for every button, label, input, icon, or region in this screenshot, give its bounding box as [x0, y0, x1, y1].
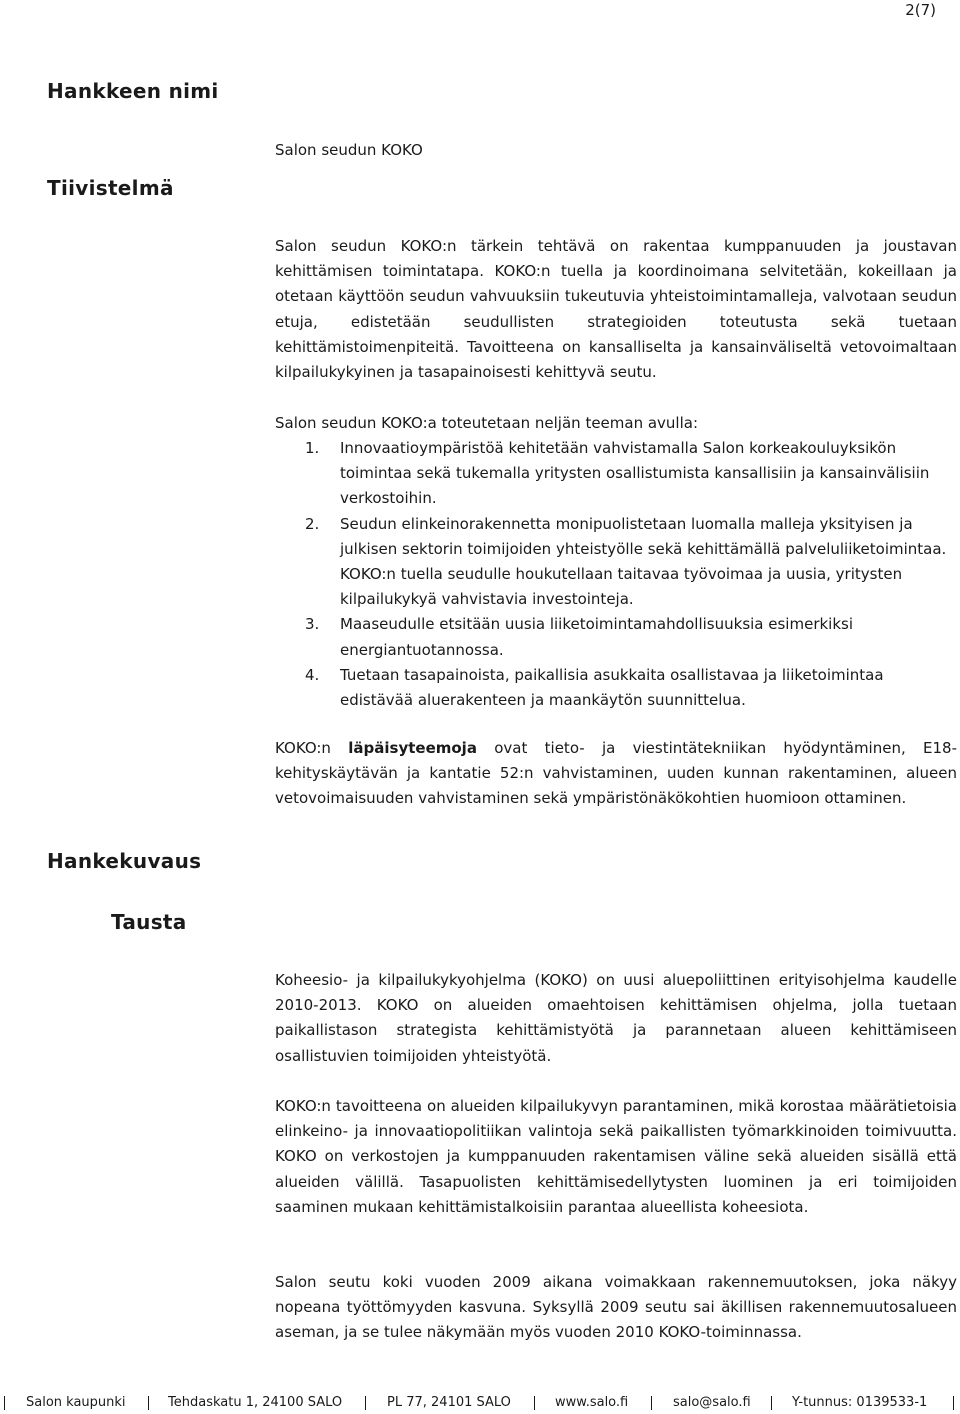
page-number: 2(7): [905, 1, 936, 19]
heading-hankekuvaus: Hankekuvaus: [47, 849, 202, 873]
cross-themes-post: ovat tieto- ja viestintätekniikan hyödyntäminen, E18-kehityskäytävän ja kantatie 52:n vahvistaminen, uuden kunnan rakentaminen, alueen vetovoimaisuuden vahvistaminen sekä ympäristönäkökohtien huomioon ottaminen.: [275, 739, 958, 808]
list-text: Maaseudulle etsitään uusia liiketoimintamahdollisuuksia esimerkiksi energiantuotannossa.: [340, 615, 854, 659]
list-number: 1.: [305, 439, 320, 457]
footer-separator: [771, 1396, 772, 1410]
background-paragraph-3: Salon seutu koki vuoden 2009 aikana voimakkaan rakennemuutoksen, joka näkyy nopeana työttömyyden kasvuna. Syksyllä 2009 seutu sai äkillisen rakennemuutosalueen aseman, ja se tulee näkymään myös vuoden 2010 KOKO-toiminnassa.: [275, 1273, 957, 1342]
footer-separator: [651, 1396, 652, 1410]
themes-list: [275, 436, 957, 713]
list-number: 3.: [305, 615, 320, 634]
cross-themes-paragraph: [275, 736, 957, 812]
footer-separator: [365, 1396, 366, 1410]
footer-separator: [534, 1396, 535, 1410]
heading-hankkeen-nimi: Hankkeen nimi: [47, 79, 219, 103]
footer-street-address: Tehdaskatu 1, 24100 SALO: [168, 1395, 343, 1410]
footer-business-id: Y-tunnus: 0139533-1: [792, 1395, 928, 1410]
background-paragraph-1: Koheesio- ja kilpailukykyohjelma (KOKO) on uusi aluepoliittinen erityisohjelma kaudelle 2010-2013. KOKO on alueiden omaehtoisen kehittämisen ohjelma, jolla tuetaan paikallistason strategista kehittämistyötä ja parannetaan alueen kehittämiseen osallistuvien toimijoiden yhteistyötä.: [275, 971, 957, 1065]
list-number: 2.: [305, 514, 320, 533]
list-item: [275, 612, 957, 662]
footer: [0, 1393, 960, 1413]
list-text: Tuetaan tasapainoista, paikallisia asukkaita osallistavaa ja liiketoimintaa edistävää aluerakenteen ja maankäytön suunnittelua.: [340, 665, 884, 710]
themes-intro: Salon seudun KOKO:a toteutetaan neljän teeman avulla:: [275, 414, 699, 432]
list-item: [275, 512, 957, 613]
summary-intro: Salon seudun KOKO:n tärkein tehtävä on rakentaa kumppanuuden ja joustavan kehittämisen toimintatapa. KOKO:n tuella ja koordinoimana selvitetään, kokeillaan ja otetaan käyttöön seudun vahvuuksiin tukeutuvia yhteistoimintamalleja, valvotaan seudun etuja, edistetään seudullisten strategioiden toteutusta sekä tuetaan kehittämistoimenpiteitä. Tavoitteena on kansalliselta ja kansainväliseltä vetovoimaltaan kilpailukykyinen ja tasapainoisesti kehittyvä seutu.: [275, 237, 957, 382]
list-item: [275, 436, 957, 512]
background-paragraph-2: KOKO:n tavoitteena on alueiden kilpailukyvyn parantaminen, mikä korostaa määrätietoisia elinkeino- ja innovaatiopolitiikan valintoja sekä paikallisten työmarkkinoiden toimivuutta. KOKO on verkostojen ja kumppanuuden rakentamisen väline sekä alueiden sisällä että alueiden välillä. Tasapuolisten kehittämisedellytysten luominen ja eri toimijoiden saaminen mukaan kehittämistalkoisiin parantaa alueellista koheesiota.: [275, 1097, 957, 1216]
heading-tiivistelma: Tiivistelmä: [47, 176, 174, 200]
list-text: Innovaatioympäristöä kehitetään vahvistamalla Salon korkeakouluyksikön toimintaa sekä tukemalla yritysten osallistumista kansallisiin ja kansainvälisiin verkostoihin.: [340, 439, 930, 508]
list-item: [275, 663, 957, 713]
footer-separator: [953, 1396, 954, 1410]
footer-postal-address: PL 77, 24101 SALO: [387, 1395, 511, 1410]
cross-themes-bold: läpäisyteemoja: [348, 739, 477, 757]
cross-themes-pre: KOKO:n: [275, 739, 349, 757]
list-text: Seudun elinkeinorakennetta monipuolistetaan luomalla malleja yksityisen ja julkisen sektorin toimijoiden yhteistyölle sekä kehittämällä palveluliiketoimintaa. KOKO:n tuella seudulle houkutellaan taitavaa työvoimaa ja uusia, yritysten kilpailukykyä vahvistavia investointeja.: [340, 514, 947, 609]
project-name: Salon seudun KOKO: [275, 141, 423, 159]
footer-website-link[interactable]: www.salo.fi: [555, 1395, 629, 1410]
footer-separator: [4, 1396, 5, 1410]
footer-separator: [148, 1396, 149, 1410]
list-number: 4.: [305, 665, 320, 684]
heading-tausta: Tausta: [111, 910, 187, 934]
footer-organization: Salon kaupunki: [26, 1395, 126, 1410]
footer-email-link[interactable]: salo@salo.fi: [673, 1395, 751, 1410]
